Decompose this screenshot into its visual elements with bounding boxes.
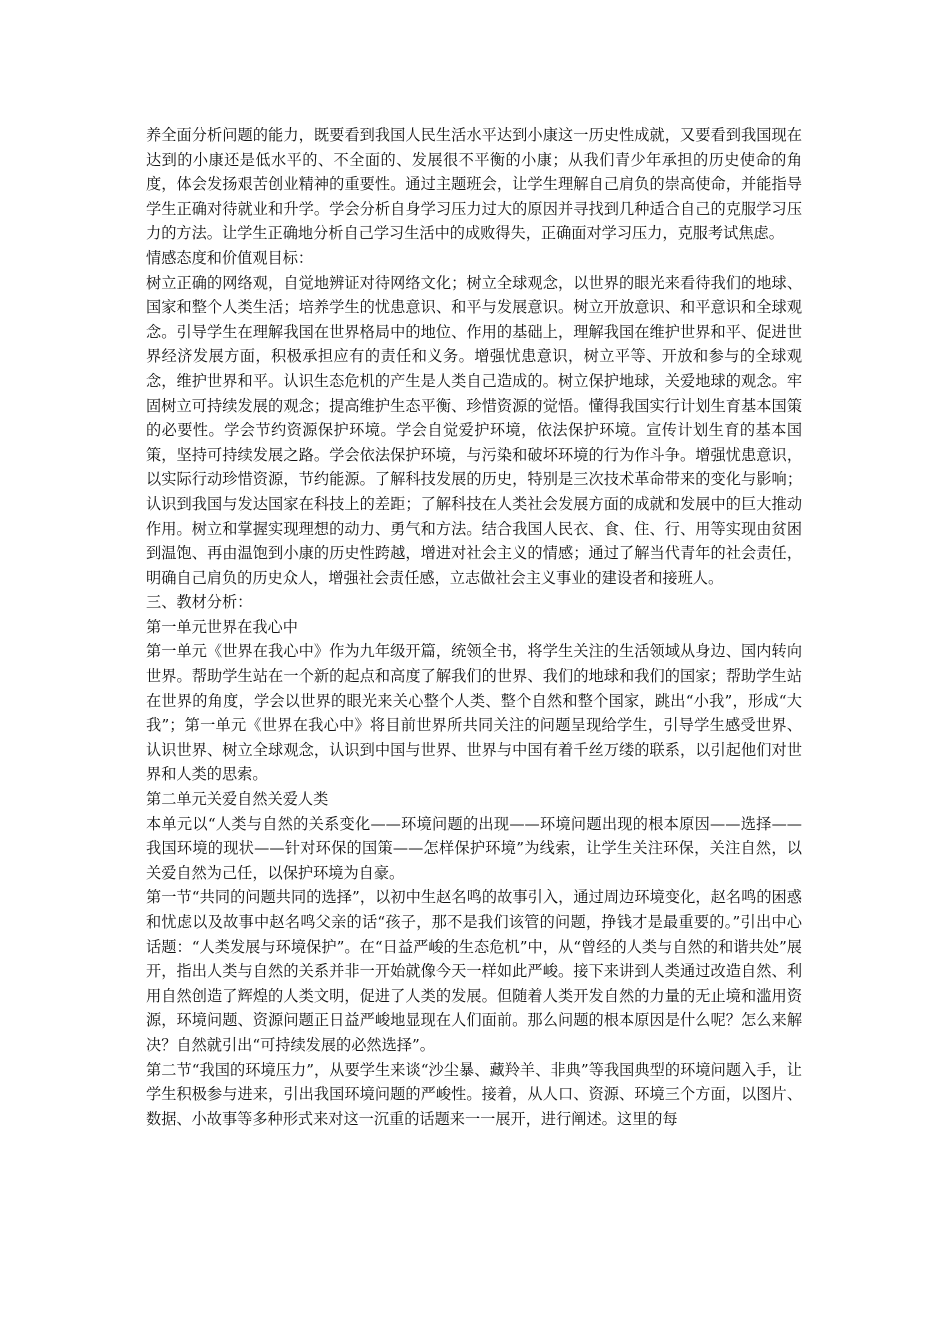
paragraph-ability: 养全面分析问题的能力，既要看到我国人民生活水平达到小康这一历史性成就，又要看到我国现在达到的小康还是低水平的、不全面的、发展很不平衡的小康；从我们青少年承担的历史使命的角度，体会发扬艰苦创业精神的重要性。通过主题班会，让学生理解自己肩负的崇高使命，并能指导学生正确对待就业和升学。学会分析自身学习压力过大的原因并寻找到几种适合自己的克服学习压力的方法。让学生正确地分析自己学习生活中的成败得失，正确面对学习压力，克服考试焦虑。 bbox=[146, 126, 802, 243]
paragraph-emotion-goals: 树立正确的网络观，自觉地辨证对待网络文化；树立全球观念，以世界的眼光来看待我们的地球、国家和整个人类生活；培养学生的忧患意识、和平与发展意识。树立开放意识、和平意识和全球观念。引导学生在理解我国在世界格局中的地位、作用的基础上，理解我国在维护世界和平、促进世界经济发展方面，积极承担应有的责任和义务。增强忧患意识，树立平等、开放和参与的全球观念，维护世界和平。认识生态危机的产生是人类自己造成的。树立保护地球，关爱地球的观念。牢固树立可持续发展的观念；提高维护生态平衡、珍惜资源的觉悟。懂得我国实行计划生育基本国策的必要性。学会节约资源保护环境。学会自觉爱护环境，依法保护环境。宣传计划生育的基本国策，坚持可持续发展之路。学会依法保护环境，与污染和破坏环境的行为作斗争。增强忧患意识，以实际行动珍惜资源，节约能源。了解科技发展的历史，特别是三次技术革命带来的变化与影响；认识到我国与发达国家在科技上的差距；了解科技在人类社会发展方面的成就和发展中的巨大推动作用。树立和掌握实现理想的动力、勇气和方法。结合我国人民衣、食、住、行、用等实现由贫困到温饱、再由温饱到小康的历史性跨越，增进对社会主义的情感；通过了解当代青年的社会责任，明确自己肩负的历史众人，增强社会责任感，立志做社会主义事业的建设者和接班人。 bbox=[146, 273, 802, 587]
paragraph-unit-two: 本单元以“人类与自然的关系变化——环境问题的出现——环境问题出现的根本原因——选择——我国环境的现状——针对环保的国策——怎样保护环境”为线索，让学生关注环保，关注自然，以关爱自然为己任，以保护环境为自豪。 bbox=[146, 814, 802, 882]
heading-unit-two: 第二单元关爱自然关爱人类 bbox=[146, 790, 329, 809]
heading-emotion-goals: 情感态度和价值观目标： bbox=[146, 248, 314, 267]
paragraph-unit-one: 第一单元《世界在我心中》作为九年级开篇，统领全书，将学生关注的生活领域从身边、国内转向世界。帮助学生站在一个新的起点和高度了解我们的世界、我们的地球和我们的国家；帮助学生站在世界的角度，学会以世界的眼光来关心整个人类、整个自然和整个国家，跳出“小我”，形成“大我”；第一单元《世界在我心中》将目前世界所共同关注的问题呈现给学生，引导学生感受世界、认识世界、树立全球观念，认识到中国与世界、世界与中国有着千丝万缕的联系，以引起他们对世界和人类的思索。 bbox=[146, 642, 802, 784]
paragraph-section-two: 第二节“我国的环境压力”，从要学生来谈“沙尘暴、藏羚羊、非典”等我国典型的环境问题入手，让学生积极参与进来，引出我国环境问题的严峻性。接着，从人口、资源、环境三个方面，以图片、数据、小故事等多种形式来对这一沉重的话题来一一展开，进行阐述。这里的每 bbox=[146, 1060, 802, 1128]
heading-textbook-analysis: 三、教材分析： bbox=[146, 593, 253, 612]
heading-unit-one: 第一单元世界在我心中 bbox=[146, 617, 298, 636]
document-body bbox=[146, 123, 802, 1131]
paragraph-section-one: 第一节“共同的问题共同的选择”，以初中生赵名鸣的故事引入，通过周边环境变化，赵名鸣的困惑和忧虑以及故事中赵名鸣父亲的话“孩子，那不是我们该管的问题，挣钱才是最重要的。”引出中心话题：“人类发展与环境保护”。在“日益严峻的生态危机”中，从“曾经的人类与自然的和谐共处”展开，指出人类与自然的关系并非一开始就像今天一样如此严峻。接下来讲到人类通过改造自然、利用自然创造了辉煌的人类文明，促进了人类的发展。但随着人类开发自然的力量的无止境和滥用资源，环境问题、资源问题正日益严峻地显现在人们面前。那么问题的根本原因是什么呢？怎么来解决？自然就引出“可持续发展的必然选择”。 bbox=[146, 888, 802, 1054]
